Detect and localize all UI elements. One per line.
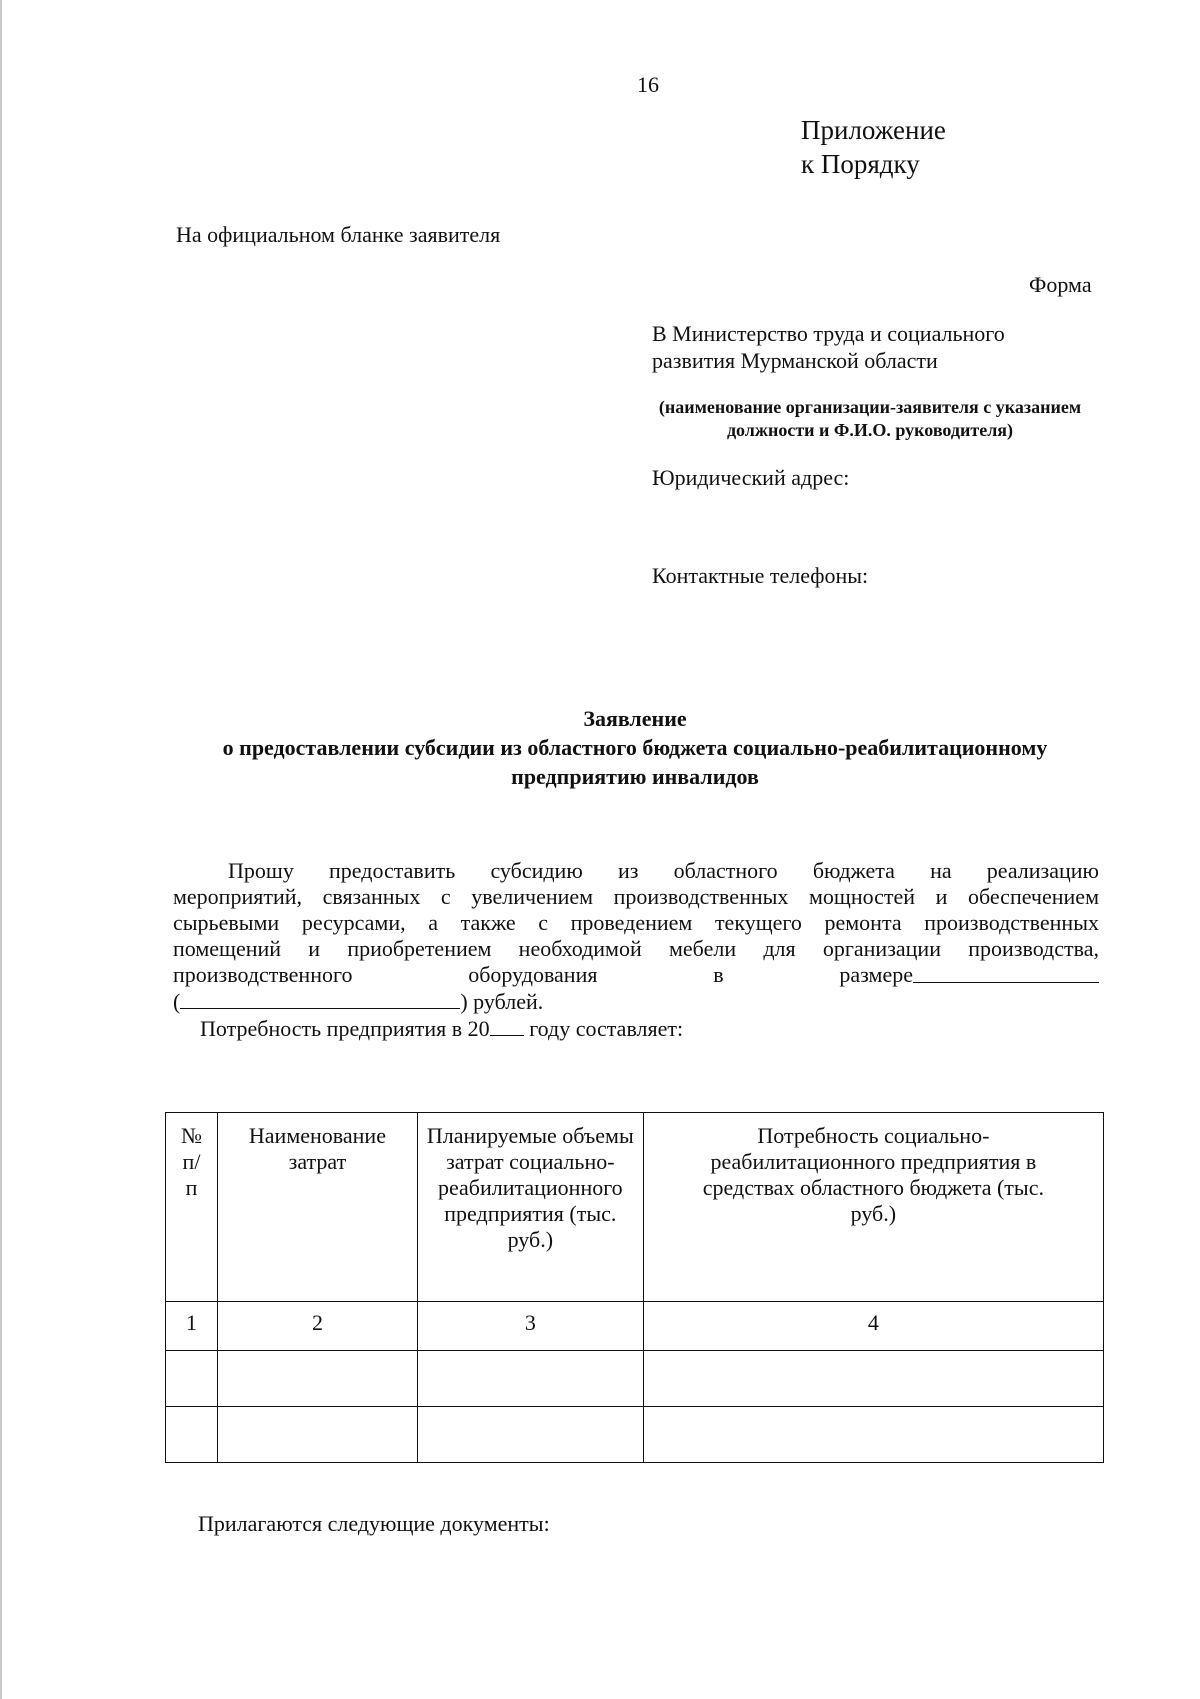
amount-words-blank[interactable]: [180, 988, 460, 1009]
request-line: Прошу предоставить субсидию из областного бюджета на реализацию: [228, 858, 1099, 883]
page-number: 16: [637, 72, 659, 97]
applicant-hint-line1: (наименование организации-заявителя с указанием: [658, 397, 1082, 417]
appendix-subtitle: к Порядку: [801, 149, 920, 179]
table-cell[interactable]: [643, 1407, 1103, 1463]
table-cell[interactable]: [217, 1407, 417, 1463]
request-amount-line: [173, 962, 1099, 988]
table-cell[interactable]: [166, 1351, 218, 1407]
document-subtitle-line2: предприятию инвалидов: [511, 764, 759, 789]
request-line: производственного оборудования в размере: [173, 962, 913, 987]
column-number-row: [166, 1302, 1104, 1351]
amount-blank[interactable]: [913, 962, 1099, 983]
request-line: помещений и приобретением необходимой мебели для организации производства,: [173, 936, 1099, 961]
need-line: [173, 1015, 1099, 1042]
form-label: Форма: [1029, 272, 1092, 297]
request-line: мероприятий, связанных с увеличением производственных мощностей и обеспечением: [173, 884, 1099, 909]
document-title: Заявление: [583, 706, 687, 731]
request-line: сырьевыми ресурсами, а также с проведением текущего ремонта производственных: [173, 910, 1099, 935]
addressee-line1: В Министерство труда и социального: [652, 321, 1005, 346]
appendix-title: Приложение: [801, 115, 946, 145]
amount-open-paren: (: [173, 989, 181, 1014]
table-cell[interactable]: [643, 1351, 1103, 1407]
table-cell[interactable]: [417, 1351, 643, 1407]
column-number: 1: [166, 1302, 218, 1351]
year-blank[interactable]: [490, 1015, 524, 1036]
need-suffix: году составляет:: [529, 1016, 684, 1041]
header-cost-name: Наименование затрат: [217, 1113, 417, 1302]
amount-currency: ) рублей.: [460, 989, 544, 1014]
document-subtitle-line1: о предоставлении субсидии из областного бюджета социально-реабилитационному: [222, 735, 1048, 760]
column-number: 3: [417, 1302, 643, 1351]
request-paragraph: [173, 858, 1099, 1042]
table-row: [166, 1407, 1104, 1463]
legal-address-label: Юридический адрес:: [652, 465, 850, 490]
header-budget-need: Потребность социально-реабилитационного предприятия в средствах областного бюджета (тыс. руб.): [643, 1113, 1103, 1302]
scan-edge: [0, 0, 2, 1699]
amount-words-line: [173, 988, 1099, 1015]
table-cell[interactable]: [417, 1407, 643, 1463]
column-number: 2: [217, 1302, 417, 1351]
addressee-line2: развития Мурманской области: [652, 348, 938, 373]
contact-phones-label: Контактные телефоны:: [652, 563, 869, 588]
table-cell[interactable]: [217, 1351, 417, 1407]
header-planned-costs: Планируемые объемы затрат социально-реабилитационного предприятия (тыс. руб.): [417, 1113, 643, 1302]
column-number: 4: [643, 1302, 1103, 1351]
table-header-row: [166, 1113, 1104, 1302]
attachments-label: Прилагаются следующие документы:: [198, 1511, 550, 1536]
table-row: [166, 1351, 1104, 1407]
applicant-hint-line2: должности и Ф.И.О. руководителя): [726, 420, 1014, 440]
expenses-table: [165, 1112, 1104, 1463]
letterhead-note: На официальном бланке заявителя: [176, 222, 501, 247]
need-prefix: Потребность предприятия в 20: [200, 1016, 490, 1041]
table-cell[interactable]: [166, 1407, 218, 1463]
header-number: № п/п: [166, 1113, 218, 1302]
